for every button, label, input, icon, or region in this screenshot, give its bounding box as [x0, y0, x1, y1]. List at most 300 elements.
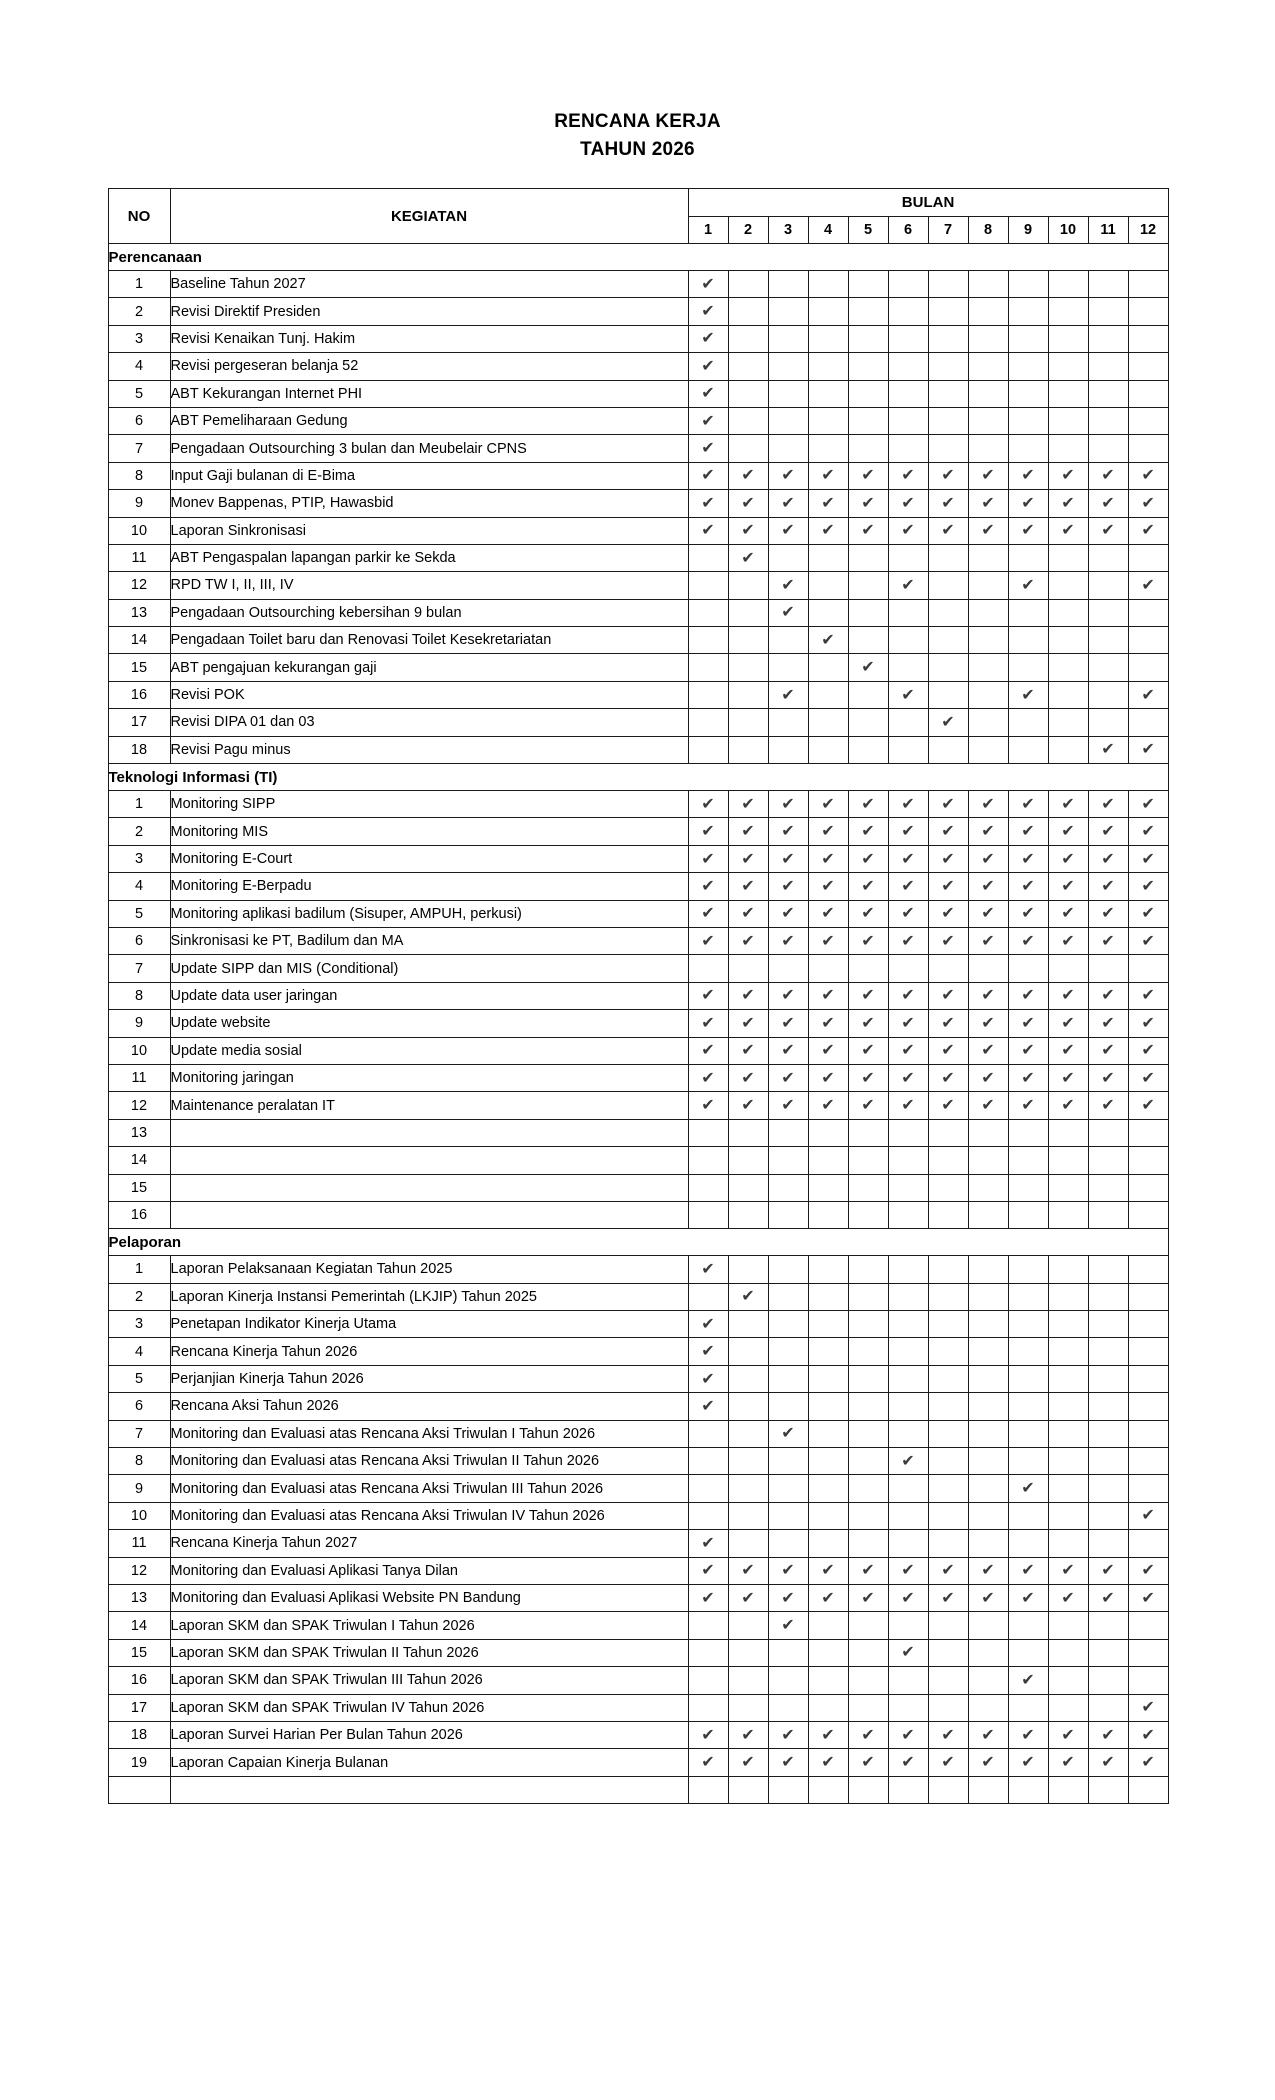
- month-cell-empty[interactable]: [808, 1639, 848, 1666]
- month-cell-checked[interactable]: [688, 982, 728, 1009]
- month-cell-empty[interactable]: [688, 1475, 728, 1502]
- month-cell-empty[interactable]: [728, 1612, 768, 1639]
- month-cell-checked[interactable]: [728, 1557, 768, 1584]
- month-cell-checked[interactable]: [1048, 1721, 1088, 1748]
- month-cell-empty[interactable]: [768, 736, 808, 763]
- month-cell-checked[interactable]: [928, 1584, 968, 1611]
- month-cell-checked[interactable]: [688, 271, 728, 298]
- month-cell-checked[interactable]: [688, 818, 728, 845]
- month-cell-empty[interactable]: [1088, 1776, 1128, 1803]
- month-cell-checked[interactable]: [1128, 1749, 1168, 1776]
- month-cell-empty[interactable]: [888, 353, 928, 380]
- month-cell-empty[interactable]: [848, 1420, 888, 1447]
- month-cell-checked[interactable]: [768, 818, 808, 845]
- month-cell-checked[interactable]: [968, 1092, 1008, 1119]
- month-cell-empty[interactable]: [728, 1530, 768, 1557]
- month-cell-empty[interactable]: [848, 544, 888, 571]
- month-cell-checked[interactable]: [1008, 1475, 1048, 1502]
- month-cell-checked[interactable]: [848, 490, 888, 517]
- month-cell-checked[interactable]: [1048, 1557, 1088, 1584]
- month-cell-empty[interactable]: [1008, 325, 1048, 352]
- month-cell-empty[interactable]: [968, 1530, 1008, 1557]
- month-cell-empty[interactable]: [1048, 1119, 1088, 1146]
- month-cell-empty[interactable]: [728, 1448, 768, 1475]
- month-cell-empty[interactable]: [1128, 654, 1168, 681]
- month-cell-checked[interactable]: [688, 1557, 728, 1584]
- month-cell-checked[interactable]: [1008, 1667, 1048, 1694]
- month-cell-empty[interactable]: [888, 709, 928, 736]
- month-cell-checked[interactable]: [808, 1037, 848, 1064]
- month-cell-empty[interactable]: [1088, 271, 1128, 298]
- month-cell-empty[interactable]: [968, 1365, 1008, 1392]
- month-cell-checked[interactable]: [888, 490, 928, 517]
- month-cell-checked[interactable]: [1008, 1064, 1048, 1091]
- month-cell-empty[interactable]: [888, 1667, 928, 1694]
- month-cell-checked[interactable]: [688, 1064, 728, 1091]
- month-cell-empty[interactable]: [968, 1475, 1008, 1502]
- month-cell-checked[interactable]: [808, 927, 848, 954]
- month-cell-checked[interactable]: [888, 791, 928, 818]
- month-cell-checked[interactable]: [1088, 818, 1128, 845]
- month-cell-empty[interactable]: [968, 1667, 1008, 1694]
- month-cell-checked[interactable]: [1088, 845, 1128, 872]
- month-cell-checked[interactable]: [928, 1037, 968, 1064]
- month-cell-empty[interactable]: [928, 1420, 968, 1447]
- month-cell-empty[interactable]: [1048, 1338, 1088, 1365]
- month-cell-checked[interactable]: [928, 517, 968, 544]
- month-cell-checked[interactable]: [928, 1092, 968, 1119]
- month-cell-checked[interactable]: [808, 1064, 848, 1091]
- month-cell-empty[interactable]: [848, 1612, 888, 1639]
- month-cell-empty[interactable]: [888, 1256, 928, 1283]
- month-cell-checked[interactable]: [928, 1557, 968, 1584]
- month-cell-checked[interactable]: [888, 818, 928, 845]
- month-cell-empty[interactable]: [808, 1530, 848, 1557]
- month-cell-empty[interactable]: [1048, 435, 1088, 462]
- month-cell-empty[interactable]: [928, 1639, 968, 1666]
- month-cell-empty[interactable]: [968, 627, 1008, 654]
- month-cell-empty[interactable]: [1128, 1119, 1168, 1146]
- month-cell-checked[interactable]: [968, 927, 1008, 954]
- month-cell-empty[interactable]: [1008, 654, 1048, 681]
- month-cell-empty[interactable]: [808, 1147, 848, 1174]
- month-cell-checked[interactable]: [888, 982, 928, 1009]
- month-cell-empty[interactable]: [888, 380, 928, 407]
- month-cell-empty[interactable]: [928, 435, 968, 462]
- month-cell-empty[interactable]: [928, 407, 968, 434]
- month-cell-checked[interactable]: [768, 900, 808, 927]
- month-cell-empty[interactable]: [888, 1365, 928, 1392]
- month-cell-empty[interactable]: [888, 627, 928, 654]
- month-cell-empty[interactable]: [808, 955, 848, 982]
- month-cell-checked[interactable]: [768, 1557, 808, 1584]
- month-cell-empty[interactable]: [928, 681, 968, 708]
- month-cell-checked[interactable]: [688, 1092, 728, 1119]
- month-cell-empty[interactable]: [1048, 1667, 1088, 1694]
- month-cell-checked[interactable]: [1128, 1502, 1168, 1529]
- month-cell-empty[interactable]: [1128, 298, 1168, 325]
- month-cell-empty[interactable]: [928, 1776, 968, 1803]
- month-cell-empty[interactable]: [1128, 325, 1168, 352]
- month-cell-empty[interactable]: [1088, 599, 1128, 626]
- month-cell-empty[interactable]: [888, 654, 928, 681]
- month-cell-empty[interactable]: [808, 1283, 848, 1310]
- month-cell-empty[interactable]: [848, 627, 888, 654]
- month-cell-empty[interactable]: [848, 1147, 888, 1174]
- month-cell-checked[interactable]: [1128, 681, 1168, 708]
- month-cell-empty[interactable]: [848, 435, 888, 462]
- month-cell-empty[interactable]: [848, 1776, 888, 1803]
- month-cell-empty[interactable]: [1128, 1393, 1168, 1420]
- month-cell-checked[interactable]: [1128, 791, 1168, 818]
- month-cell-checked[interactable]: [1048, 818, 1088, 845]
- month-cell-checked[interactable]: [1128, 1557, 1168, 1584]
- month-cell-empty[interactable]: [968, 1174, 1008, 1201]
- month-cell-checked[interactable]: [1088, 1749, 1128, 1776]
- month-cell-empty[interactable]: [1088, 955, 1128, 982]
- month-cell-checked[interactable]: [888, 873, 928, 900]
- month-cell-checked[interactable]: [1048, 791, 1088, 818]
- month-cell-checked[interactable]: [968, 1721, 1008, 1748]
- month-cell-checked[interactable]: [728, 1283, 768, 1310]
- month-cell-empty[interactable]: [1048, 353, 1088, 380]
- month-cell-empty[interactable]: [1048, 544, 1088, 571]
- month-cell-empty[interactable]: [728, 1256, 768, 1283]
- month-cell-empty[interactable]: [888, 1283, 928, 1310]
- month-cell-empty[interactable]: [808, 1311, 848, 1338]
- month-cell-empty[interactable]: [848, 298, 888, 325]
- month-cell-checked[interactable]: [888, 1639, 928, 1666]
- month-cell-empty[interactable]: [928, 353, 968, 380]
- month-cell-empty[interactable]: [728, 572, 768, 599]
- month-cell-empty[interactable]: [1088, 1420, 1128, 1447]
- month-cell-empty[interactable]: [688, 572, 728, 599]
- month-cell-checked[interactable]: [928, 900, 968, 927]
- month-cell-empty[interactable]: [1088, 1201, 1128, 1228]
- month-cell-empty[interactable]: [688, 1448, 728, 1475]
- month-cell-empty[interactable]: [968, 1119, 1008, 1146]
- month-cell-checked[interactable]: [1128, 900, 1168, 927]
- month-cell-checked[interactable]: [808, 845, 848, 872]
- month-cell-empty[interactable]: [728, 407, 768, 434]
- month-cell-empty[interactable]: [728, 1420, 768, 1447]
- month-cell-checked[interactable]: [928, 818, 968, 845]
- month-cell-empty[interactable]: [688, 1776, 728, 1803]
- month-cell-empty[interactable]: [888, 1393, 928, 1420]
- month-cell-empty[interactable]: [1048, 1393, 1088, 1420]
- month-cell-checked[interactable]: [808, 462, 848, 489]
- month-cell-checked[interactable]: [1048, 1092, 1088, 1119]
- month-cell-empty[interactable]: [768, 353, 808, 380]
- month-cell-empty[interactable]: [1128, 1147, 1168, 1174]
- month-cell-empty[interactable]: [768, 271, 808, 298]
- month-cell-empty[interactable]: [688, 1119, 728, 1146]
- month-cell-checked[interactable]: [768, 462, 808, 489]
- month-cell-empty[interactable]: [808, 1667, 848, 1694]
- month-cell-checked[interactable]: [1088, 736, 1128, 763]
- month-cell-empty[interactable]: [768, 1776, 808, 1803]
- month-cell-empty[interactable]: [688, 1201, 728, 1228]
- month-cell-empty[interactable]: [688, 1174, 728, 1201]
- month-cell-checked[interactable]: [1128, 490, 1168, 517]
- month-cell-checked[interactable]: [888, 572, 928, 599]
- month-cell-empty[interactable]: [1128, 380, 1168, 407]
- month-cell-empty[interactable]: [928, 1393, 968, 1420]
- month-cell-empty[interactable]: [1088, 298, 1128, 325]
- month-cell-empty[interactable]: [808, 271, 848, 298]
- month-cell-empty[interactable]: [848, 325, 888, 352]
- month-cell-empty[interactable]: [968, 271, 1008, 298]
- month-cell-empty[interactable]: [1088, 1147, 1128, 1174]
- month-cell-empty[interactable]: [848, 407, 888, 434]
- month-cell-empty[interactable]: [808, 736, 848, 763]
- month-cell-empty[interactable]: [1088, 407, 1128, 434]
- month-cell-empty[interactable]: [728, 1776, 768, 1803]
- month-cell-checked[interactable]: [1088, 900, 1128, 927]
- month-cell-empty[interactable]: [1048, 1448, 1088, 1475]
- month-cell-checked[interactable]: [1088, 1721, 1128, 1748]
- month-cell-empty[interactable]: [848, 1201, 888, 1228]
- month-cell-checked[interactable]: [728, 1584, 768, 1611]
- month-cell-checked[interactable]: [1128, 572, 1168, 599]
- month-cell-checked[interactable]: [888, 517, 928, 544]
- month-cell-checked[interactable]: [688, 1037, 728, 1064]
- month-cell-checked[interactable]: [968, 517, 1008, 544]
- month-cell-empty[interactable]: [1128, 599, 1168, 626]
- month-cell-checked[interactable]: [728, 982, 768, 1009]
- month-cell-empty[interactable]: [1048, 1365, 1088, 1392]
- month-cell-checked[interactable]: [1128, 462, 1168, 489]
- month-cell-checked[interactable]: [1088, 873, 1128, 900]
- month-cell-empty[interactable]: [808, 1201, 848, 1228]
- month-cell-empty[interactable]: [928, 544, 968, 571]
- month-cell-empty[interactable]: [848, 736, 888, 763]
- month-cell-checked[interactable]: [688, 845, 728, 872]
- month-cell-empty[interactable]: [1008, 1119, 1048, 1146]
- month-cell-checked[interactable]: [768, 681, 808, 708]
- month-cell-empty[interactable]: [1008, 1256, 1048, 1283]
- month-cell-checked[interactable]: [848, 1010, 888, 1037]
- month-cell-empty[interactable]: [1128, 353, 1168, 380]
- month-cell-empty[interactable]: [848, 1448, 888, 1475]
- month-cell-empty[interactable]: [1088, 1694, 1128, 1721]
- month-cell-checked[interactable]: [1088, 1037, 1128, 1064]
- month-cell-empty[interactable]: [1008, 271, 1048, 298]
- month-cell-empty[interactable]: [808, 1393, 848, 1420]
- month-cell-empty[interactable]: [808, 1338, 848, 1365]
- month-cell-checked[interactable]: [1128, 1064, 1168, 1091]
- month-cell-empty[interactable]: [848, 1530, 888, 1557]
- month-cell-checked[interactable]: [768, 1420, 808, 1447]
- month-cell-empty[interactable]: [1008, 709, 1048, 736]
- month-cell-checked[interactable]: [808, 517, 848, 544]
- month-cell-empty[interactable]: [768, 1393, 808, 1420]
- month-cell-checked[interactable]: [1048, 1584, 1088, 1611]
- month-cell-empty[interactable]: [768, 654, 808, 681]
- month-cell-empty[interactable]: [1128, 271, 1168, 298]
- month-cell-empty[interactable]: [928, 1694, 968, 1721]
- month-cell-checked[interactable]: [1128, 1092, 1168, 1119]
- month-cell-empty[interactable]: [1008, 1694, 1048, 1721]
- month-cell-checked[interactable]: [1008, 818, 1048, 845]
- month-cell-empty[interactable]: [808, 681, 848, 708]
- month-cell-checked[interactable]: [848, 791, 888, 818]
- month-cell-empty[interactable]: [928, 325, 968, 352]
- month-cell-empty[interactable]: [888, 1694, 928, 1721]
- month-cell-empty[interactable]: [808, 544, 848, 571]
- month-cell-checked[interactable]: [888, 1721, 928, 1748]
- month-cell-empty[interactable]: [1048, 1283, 1088, 1310]
- month-cell-empty[interactable]: [968, 1283, 1008, 1310]
- month-cell-empty[interactable]: [888, 1174, 928, 1201]
- month-cell-checked[interactable]: [968, 900, 1008, 927]
- month-cell-checked[interactable]: [688, 325, 728, 352]
- month-cell-empty[interactable]: [928, 654, 968, 681]
- month-cell-checked[interactable]: [968, 462, 1008, 489]
- month-cell-empty[interactable]: [1048, 1311, 1088, 1338]
- month-cell-checked[interactable]: [768, 1092, 808, 1119]
- month-cell-empty[interactable]: [808, 1502, 848, 1529]
- month-cell-checked[interactable]: [1048, 1037, 1088, 1064]
- month-cell-empty[interactable]: [1128, 1776, 1168, 1803]
- month-cell-checked[interactable]: [928, 1010, 968, 1037]
- month-cell-empty[interactable]: [1088, 1338, 1128, 1365]
- month-cell-checked[interactable]: [1048, 873, 1088, 900]
- month-cell-checked[interactable]: [688, 1365, 728, 1392]
- month-cell-checked[interactable]: [768, 490, 808, 517]
- month-cell-checked[interactable]: [768, 1584, 808, 1611]
- month-cell-empty[interactable]: [848, 1256, 888, 1283]
- month-cell-empty[interactable]: [848, 1393, 888, 1420]
- month-cell-empty[interactable]: [728, 1119, 768, 1146]
- month-cell-empty[interactable]: [1128, 1420, 1168, 1447]
- month-cell-empty[interactable]: [768, 544, 808, 571]
- month-cell-empty[interactable]: [848, 599, 888, 626]
- month-cell-empty[interactable]: [928, 1311, 968, 1338]
- month-cell-checked[interactable]: [848, 462, 888, 489]
- month-cell-checked[interactable]: [808, 982, 848, 1009]
- month-cell-checked[interactable]: [688, 435, 728, 462]
- month-cell-empty[interactable]: [768, 1283, 808, 1310]
- month-cell-checked[interactable]: [1008, 1584, 1048, 1611]
- month-cell-empty[interactable]: [688, 599, 728, 626]
- month-cell-empty[interactable]: [928, 955, 968, 982]
- month-cell-empty[interactable]: [848, 1311, 888, 1338]
- month-cell-empty[interactable]: [928, 1338, 968, 1365]
- month-cell-empty[interactable]: [688, 1147, 728, 1174]
- month-cell-checked[interactable]: [728, 544, 768, 571]
- month-cell-empty[interactable]: [1088, 627, 1128, 654]
- month-cell-empty[interactable]: [808, 1174, 848, 1201]
- month-cell-empty[interactable]: [768, 1475, 808, 1502]
- month-cell-checked[interactable]: [848, 1557, 888, 1584]
- month-cell-empty[interactable]: [768, 1174, 808, 1201]
- month-cell-empty[interactable]: [848, 353, 888, 380]
- month-cell-empty[interactable]: [768, 298, 808, 325]
- month-cell-empty[interactable]: [728, 1365, 768, 1392]
- month-cell-empty[interactable]: [728, 271, 768, 298]
- month-cell-checked[interactable]: [688, 1256, 728, 1283]
- month-cell-empty[interactable]: [1008, 1283, 1048, 1310]
- month-cell-empty[interactable]: [728, 681, 768, 708]
- month-cell-empty[interactable]: [928, 1119, 968, 1146]
- month-cell-empty[interactable]: [888, 271, 928, 298]
- month-cell-empty[interactable]: [1008, 1448, 1048, 1475]
- month-cell-checked[interactable]: [1008, 490, 1048, 517]
- month-cell-checked[interactable]: [1008, 791, 1048, 818]
- month-cell-checked[interactable]: [688, 1749, 728, 1776]
- month-cell-empty[interactable]: [1088, 353, 1128, 380]
- month-cell-checked[interactable]: [848, 1092, 888, 1119]
- month-cell-empty[interactable]: [848, 1694, 888, 1721]
- month-cell-empty[interactable]: [1008, 627, 1048, 654]
- month-cell-checked[interactable]: [848, 654, 888, 681]
- month-cell-empty[interactable]: [808, 407, 848, 434]
- month-cell-empty[interactable]: [808, 1420, 848, 1447]
- month-cell-empty[interactable]: [1008, 380, 1048, 407]
- month-cell-empty[interactable]: [1088, 1365, 1128, 1392]
- month-cell-empty[interactable]: [1088, 544, 1128, 571]
- month-cell-empty[interactable]: [968, 1256, 1008, 1283]
- month-cell-empty[interactable]: [968, 1147, 1008, 1174]
- month-cell-checked[interactable]: [1008, 1010, 1048, 1037]
- month-cell-empty[interactable]: [1008, 1365, 1048, 1392]
- month-cell-empty[interactable]: [928, 271, 968, 298]
- month-cell-checked[interactable]: [768, 873, 808, 900]
- month-cell-checked[interactable]: [888, 1448, 928, 1475]
- month-cell-empty[interactable]: [928, 1612, 968, 1639]
- month-cell-checked[interactable]: [1128, 1694, 1168, 1721]
- month-cell-checked[interactable]: [848, 1749, 888, 1776]
- month-cell-empty[interactable]: [1048, 709, 1088, 736]
- month-cell-checked[interactable]: [768, 1037, 808, 1064]
- month-cell-empty[interactable]: [728, 298, 768, 325]
- month-cell-checked[interactable]: [688, 1311, 728, 1338]
- month-cell-empty[interactable]: [1128, 1365, 1168, 1392]
- month-cell-checked[interactable]: [688, 1338, 728, 1365]
- month-cell-empty[interactable]: [928, 1174, 968, 1201]
- month-cell-checked[interactable]: [1088, 1010, 1128, 1037]
- month-cell-checked[interactable]: [808, 1584, 848, 1611]
- month-cell-checked[interactable]: [968, 1064, 1008, 1091]
- month-cell-empty[interactable]: [728, 353, 768, 380]
- month-cell-checked[interactable]: [888, 1584, 928, 1611]
- month-cell-checked[interactable]: [848, 982, 888, 1009]
- month-cell-empty[interactable]: [768, 1201, 808, 1228]
- month-cell-checked[interactable]: [808, 627, 848, 654]
- month-cell-empty[interactable]: [968, 1420, 1008, 1447]
- month-cell-empty[interactable]: [728, 1639, 768, 1666]
- month-cell-checked[interactable]: [688, 791, 728, 818]
- month-cell-empty[interactable]: [1008, 1420, 1048, 1447]
- month-cell-checked[interactable]: [1008, 927, 1048, 954]
- month-cell-checked[interactable]: [968, 791, 1008, 818]
- month-cell-empty[interactable]: [728, 599, 768, 626]
- month-cell-empty[interactable]: [1128, 1612, 1168, 1639]
- month-cell-empty[interactable]: [1088, 1530, 1128, 1557]
- month-cell-checked[interactable]: [888, 900, 928, 927]
- month-cell-empty[interactable]: [1008, 1393, 1048, 1420]
- month-cell-empty[interactable]: [768, 709, 808, 736]
- month-cell-empty[interactable]: [1088, 1502, 1128, 1529]
- month-cell-empty[interactable]: [928, 572, 968, 599]
- month-cell-empty[interactable]: [728, 435, 768, 462]
- month-cell-checked[interactable]: [688, 407, 728, 434]
- month-cell-checked[interactable]: [688, 1721, 728, 1748]
- month-cell-checked[interactable]: [888, 845, 928, 872]
- month-cell-checked[interactable]: [968, 1037, 1008, 1064]
- month-cell-empty[interactable]: [1128, 1338, 1168, 1365]
